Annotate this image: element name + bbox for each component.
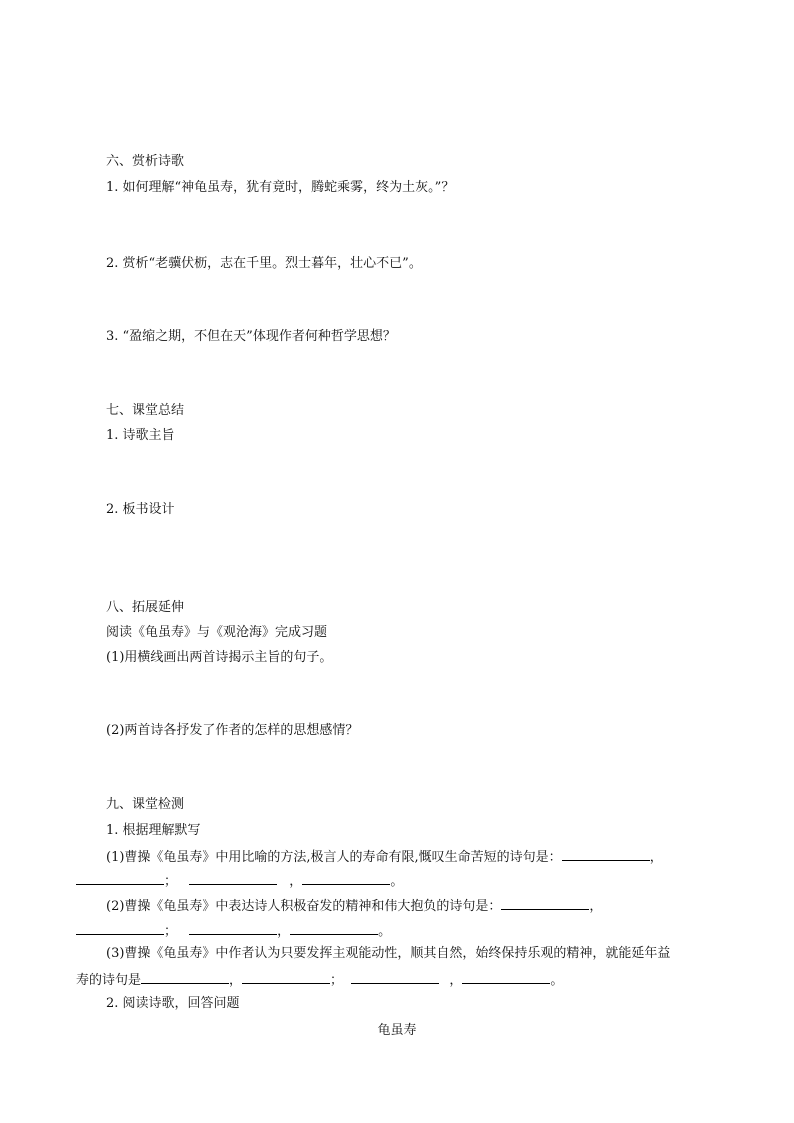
answer-blank[interactable]: [76, 922, 164, 935]
answer-blank[interactable]: [189, 922, 277, 935]
punct-comma: ，: [649, 850, 663, 865]
answer-blank[interactable]: [351, 971, 439, 984]
dictation-q3-text: 寿的诗句是: [76, 973, 142, 988]
section-9-heading: 九、课堂检测: [106, 797, 185, 812]
dictation-q1: [106, 848, 663, 866]
answer-blank[interactable]: [462, 971, 550, 984]
dictation-q3-line-2: [76, 971, 563, 989]
punct-period: 。: [550, 973, 564, 988]
section-6-heading: 六、赏析诗歌: [106, 154, 185, 169]
section-8-heading: 八、拓展延伸: [106, 600, 185, 615]
section-7-item-1: 1. 诗歌主旨: [106, 428, 175, 443]
answer-blank[interactable]: [76, 872, 164, 885]
section-8-question-1: (1)用横线画出两首诗揭示主旨的句子。: [106, 650, 333, 665]
answer-blank[interactable]: [290, 922, 378, 935]
section-6-question-2: 2. 赏析“老骥伏枥，志在千里。烈士暮年，壮心不已”。: [106, 256, 422, 271]
punct-comma: ，: [229, 973, 243, 988]
punct-semicolon: ；: [330, 973, 344, 988]
punct-period: 。: [390, 874, 404, 889]
punct-semicolon: ；: [164, 924, 178, 939]
poem-title: 龟虽寿: [377, 1023, 417, 1038]
dictation-q1-blanks: [76, 872, 403, 890]
answer-blank[interactable]: [242, 971, 330, 984]
section-9-item-1: 1. 根据理解默写: [106, 823, 201, 838]
punct-period: 。: [378, 924, 392, 939]
punct-comma: ，: [589, 899, 603, 914]
section-9-item-2: 2. 阅读诗歌，回答问题: [106, 996, 240, 1011]
answer-blank[interactable]: [302, 872, 390, 885]
section-6-question-1: 1. 如何理解“神龟虽寿，犹有竟时，腾蛇乘雾，终为土灰。”？: [106, 180, 455, 195]
section-7-heading: 七、课堂总结: [106, 403, 185, 418]
punct-comma: ，: [277, 924, 291, 939]
dictation-q2-blanks: [76, 922, 391, 940]
section-8-question-2: (2)两首诗各抒发了作者的怎样的思想感情？: [106, 723, 359, 738]
section-6-question-3: 3. “盈缩之期，不但在天”体现作者何种哲学思想？: [106, 329, 396, 344]
dictation-q2: [106, 897, 602, 915]
punct-semicolon: ；: [164, 874, 178, 889]
dictation-q1-text: (1)曹操《龟虽寿》中用比喻的方法,极言人的寿命有限,慨叹生命苦短的诗句是：: [106, 850, 562, 865]
answer-blank[interactable]: [189, 872, 277, 885]
answer-blank[interactable]: [141, 971, 229, 984]
punct-comma: ，: [449, 973, 463, 988]
dictation-q3: (3)曹操《龟虽寿》中作者认为只要发挥主观能动性，顺其自然，始终保持乐观的精神，就能延年益: [106, 946, 671, 961]
answer-blank[interactable]: [501, 897, 589, 910]
section-7-item-2: 2. 板书设计: [106, 502, 175, 517]
punct-comma: ，: [289, 874, 303, 889]
answer-blank[interactable]: [562, 848, 650, 861]
dictation-q2-text: (2)曹操《龟虽寿》中表达诗人积极奋发的精神和伟大抱负的诗句是：: [106, 899, 502, 914]
section-8-intro: 阅读《龟虽寿》与《观沧海》完成习题: [106, 625, 328, 640]
